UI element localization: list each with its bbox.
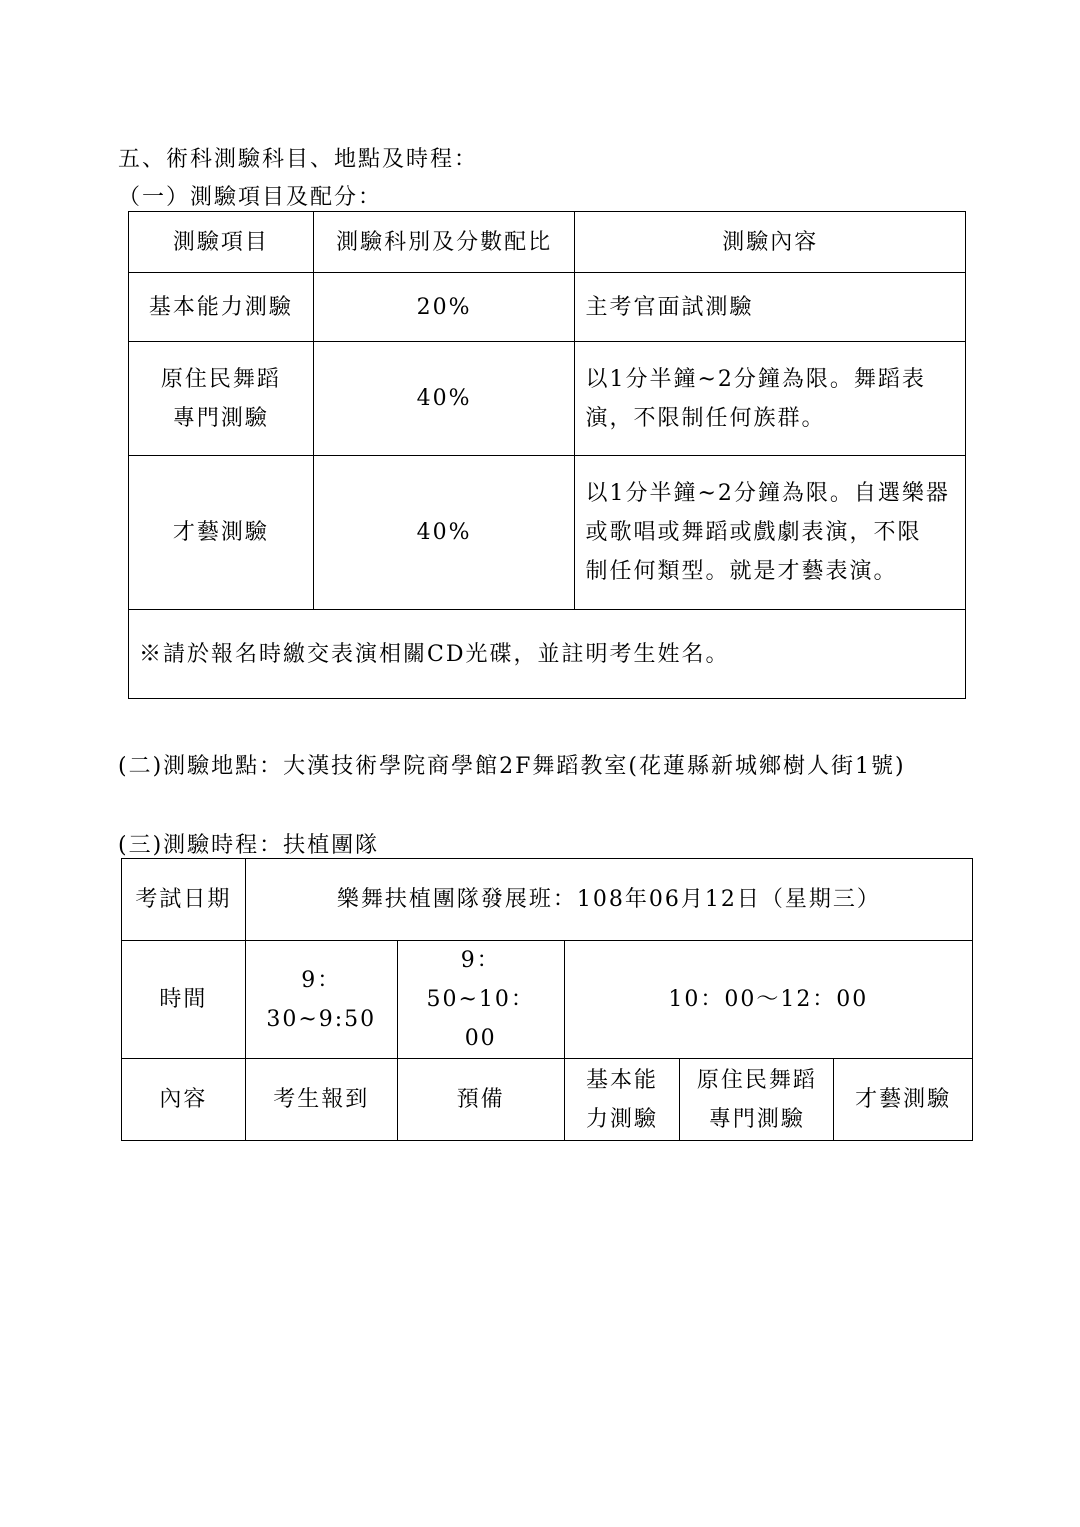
content-line: 專門測驗 [708,1106,805,1132]
time-cell: 10：00～12：00 [564,941,972,1059]
table-row [129,342,966,456]
content-line: 演，不限制任何族群。 [585,405,826,431]
item-cell [129,342,314,456]
item-cell: 基本能力測驗 [129,273,314,342]
time-cell: 9：30~9:50 [245,941,397,1059]
header-cell: 測驗項目 [129,212,314,273]
item-line: 原住民舞蹈 [160,366,281,392]
date-value: 樂舞扶植團隊發展班：108年06月12日（星期三） [245,859,972,941]
header-cell: 測驗內容 [575,212,966,273]
content-line: 力測驗 [586,1106,659,1132]
content-cell [575,456,966,610]
content-cell: 才藝測驗 [834,1059,973,1141]
header-cell: 測驗科別及分數配比 [313,212,575,273]
content-line: 或歌唱或舞蹈或戲劇表演，不限 [585,520,922,545]
sub3-title: (三)測驗時程：扶植團隊 [118,833,380,858]
content-label: 內容 [122,1059,246,1141]
schedule-date-row [122,859,973,941]
ratio-cell: 40% [313,342,575,456]
content-line: 制任何類型。就是才藝表演。 [585,559,898,584]
time-cell [397,941,564,1059]
sub1-title: （一）測驗項目及配分： [118,185,383,210]
item-cell: 才藝測驗 [129,456,314,610]
content-cell [564,1059,680,1141]
note-row [129,610,966,699]
content-line: 原住民舞蹈 [696,1067,817,1093]
note-cell: ※請於報名時繳交表演相關CD光碟，並註明考生姓名。 [129,610,966,699]
section-title: 五、術科測驗科目、地點及時程： [118,147,479,172]
exam-items-table [128,211,966,699]
time-line: 9：50~10： [426,948,535,1012]
content-cell [680,1059,834,1141]
time-label: 時間 [122,941,246,1059]
ratio-cell: 40% [313,456,575,610]
content-cell [575,342,966,456]
sub2-location: (二)測驗地點：大漢技術學院商學館2F舞蹈教室(花蓮縣新城鄉樹人街1號) [118,754,906,779]
content-line: 基本能 [586,1067,659,1093]
item-line: 專門測驗 [172,405,269,431]
content-line: 以1分半鐘~2分鐘為限。自選樂器 [585,481,950,506]
content-line: 以1分半鐘~2分鐘為限。舞蹈表 [585,366,926,392]
time-line: 00 [464,1026,497,1051]
schedule-content-row [122,1059,973,1141]
content-cell: 預備 [397,1059,564,1141]
schedule-time-row [122,941,973,1059]
schedule-table [121,858,973,1141]
content-cell: 主考官面試測驗 [575,273,966,342]
table-header-row [129,212,966,273]
table-row [129,273,966,342]
table-row [129,456,966,610]
content-cell: 考生報到 [245,1059,397,1141]
date-label: 考試日期 [122,859,246,941]
ratio-cell: 20% [313,273,575,342]
